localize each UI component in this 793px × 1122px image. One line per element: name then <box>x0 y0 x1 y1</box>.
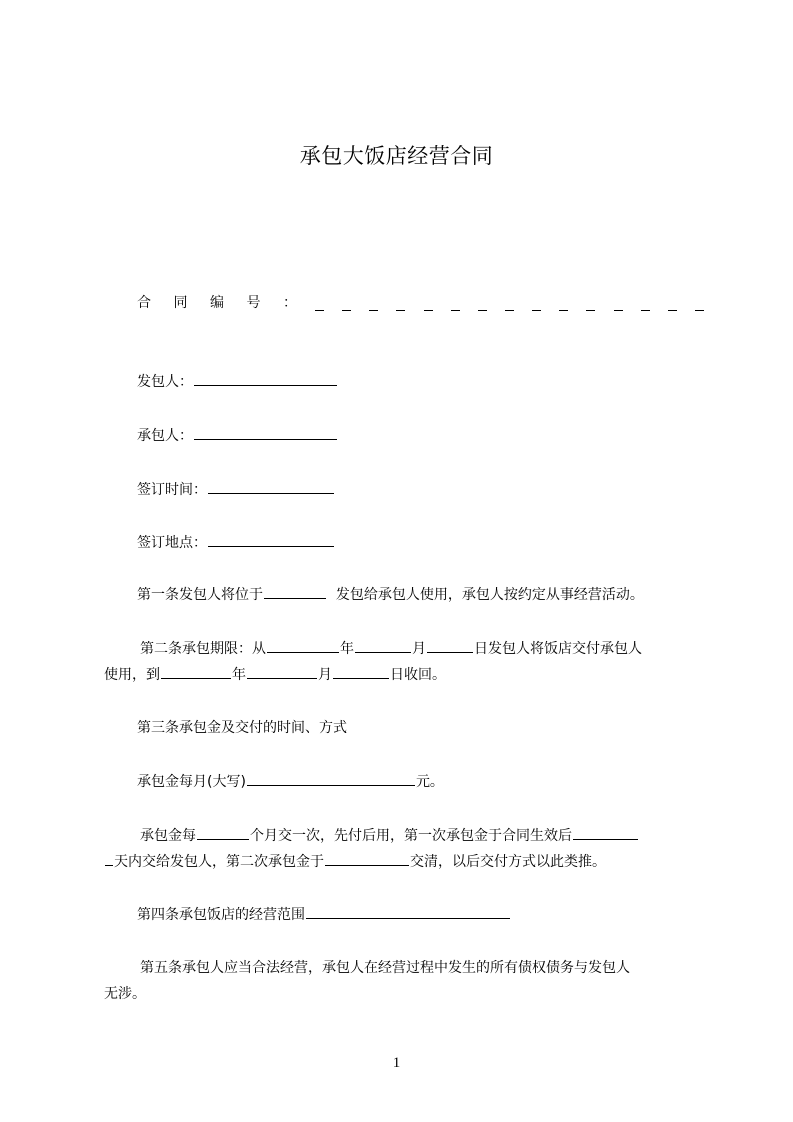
end-day-blank <box>333 661 389 679</box>
month-label: 月 <box>318 667 332 683</box>
sign-place-field <box>137 529 335 556</box>
year-label: 年 <box>232 667 246 683</box>
clause-5-line-2 <box>104 981 146 1007</box>
fee-amount-blank <box>247 768 415 786</box>
start-year-blank <box>267 635 339 653</box>
contract-number-blank <box>315 296 704 311</box>
clause-2-text-2: 使用，到 <box>104 667 160 683</box>
label-char: ： <box>283 295 297 311</box>
payment-days-blank-cont <box>105 848 113 866</box>
contract-number-dash <box>614 296 623 311</box>
contract-number-dash <box>396 296 405 311</box>
page-number: 1 <box>392 1055 401 1071</box>
label-char: 号 <box>246 295 261 311</box>
clause-1-text-a: 第一条发包人将位于 <box>137 587 263 603</box>
employer-label: 发包人： <box>137 374 193 390</box>
contractor-blank <box>194 422 337 440</box>
contract-number-dash <box>695 296 704 311</box>
contract-number-dash <box>559 296 568 311</box>
clause-5-text-2: 无涉。 <box>104 986 146 1002</box>
contract-number-dash <box>369 296 378 311</box>
clause-1 <box>137 581 644 608</box>
end-text: 日收回。 <box>390 667 446 683</box>
contract-number-dash <box>478 296 487 311</box>
clause-3-text: 第三条承包金及交付的时间、方式 <box>137 720 347 736</box>
payment-days-blank <box>573 822 638 840</box>
contract-number-dash <box>451 296 460 311</box>
contract-number-dash <box>342 296 351 311</box>
contract-number-dash <box>641 296 650 311</box>
clause-4-text: 第四条承包饭店的经营范围 <box>137 907 305 923</box>
sign-time-field <box>137 476 335 503</box>
payment-text-d: 交清，以后交付方式以此类推。 <box>410 854 606 870</box>
contract-number-dash <box>668 296 677 311</box>
contract-number-dash <box>586 296 595 311</box>
contractor-label: 承包人： <box>137 428 193 444</box>
label-char: 合 <box>137 295 151 311</box>
clause-2-line-2 <box>104 661 446 688</box>
label-char: 同 <box>173 295 188 311</box>
business-scope-blank <box>306 901 510 919</box>
clause-5-line-1 <box>140 955 630 981</box>
sign-time-blank <box>208 476 334 494</box>
payment-line-2 <box>104 848 606 875</box>
clause-2-line-1 <box>140 635 642 662</box>
fee-text-a: 承包金每月(大写) <box>137 774 246 790</box>
start-day-blank <box>427 635 473 653</box>
month-label: 月 <box>412 641 426 657</box>
contract-number-dash <box>532 296 541 311</box>
clause-3 <box>137 715 347 741</box>
contract-number-row <box>137 290 704 316</box>
sign-place-label: 签订地点： <box>137 535 207 551</box>
fee-line <box>137 768 444 795</box>
contract-number-dash <box>505 296 514 311</box>
payment-text-a: 承包金每 <box>140 828 196 844</box>
payment-text-c: 天内交给发包人，第二次承包金于 <box>114 854 324 870</box>
sign-place-blank <box>208 529 334 547</box>
second-payment-blank <box>325 848 409 866</box>
contract-number-dash <box>315 296 324 311</box>
contract-number-label <box>137 290 297 316</box>
contract-number-dash <box>424 296 433 311</box>
start-month-blank <box>355 635 411 653</box>
end-year-blank <box>161 661 231 679</box>
document-title: 承包大饭店经营合同 <box>299 144 494 168</box>
clause-5-text: 第五条承包人应当合法经营，承包人在经营过程中发生的所有债权债务与发包人 <box>140 960 630 976</box>
contractor-field <box>137 422 338 449</box>
clause-4 <box>137 901 511 928</box>
payment-text-b: 个月交一次，先付后用，第一次承包金于合同生效后 <box>250 828 572 844</box>
sign-time-label: 签订时间： <box>137 482 207 498</box>
end-month-blank <box>247 661 317 679</box>
year-label: 年 <box>340 641 354 657</box>
location-blank <box>264 581 326 599</box>
clause-2-text: 第二条承包期限：从 <box>140 641 266 657</box>
employer-field <box>137 368 338 395</box>
employer-blank <box>194 368 337 386</box>
day-text: 日发包人将饭店交付承包人 <box>474 641 642 657</box>
payment-months-blank <box>197 822 249 840</box>
fee-text-b: 元。 <box>415 774 444 790</box>
payment-line-1 <box>140 822 639 849</box>
clause-1-text-b: 发包给承包人使用，承包人按约定从事经营活动。 <box>335 587 644 603</box>
label-char: 编 <box>210 295 224 311</box>
